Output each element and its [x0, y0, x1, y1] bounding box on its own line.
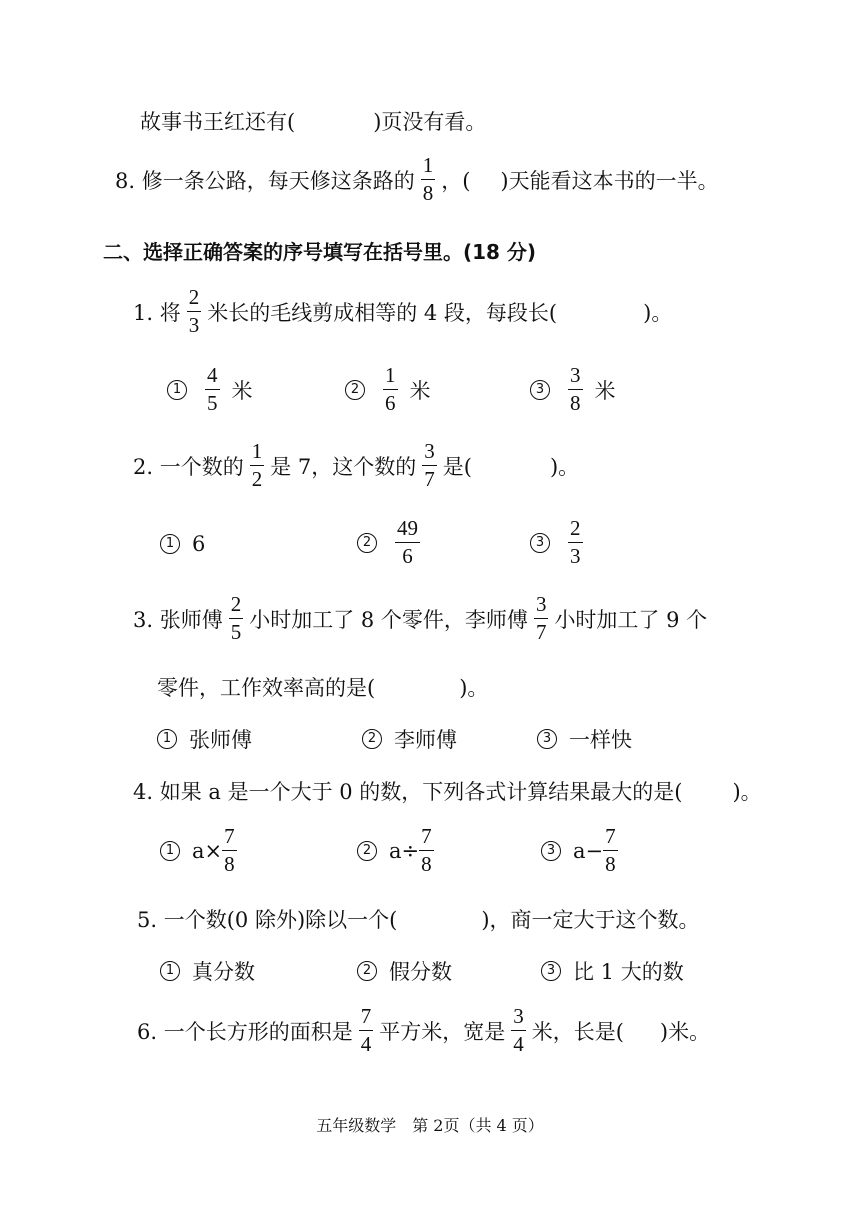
q6-text-c: 米，长是(	[531, 1019, 624, 1044]
option-marker: 3	[541, 841, 561, 861]
q3-option-2[interactable]	[362, 724, 457, 754]
option-marker: 2	[362, 729, 382, 749]
fraction	[534, 594, 549, 643]
denominator: 8	[421, 852, 432, 876]
numerator: 2	[187, 287, 202, 312]
option-text: 真分数	[192, 960, 255, 984]
fraction	[229, 594, 244, 643]
fraction	[603, 826, 618, 875]
denominator: 6	[385, 391, 396, 415]
fraction	[383, 365, 398, 414]
numerator: 49	[395, 518, 420, 543]
q2-text-d: )。	[549, 454, 580, 479]
option-marker: 1	[157, 729, 177, 749]
option-marker: 1	[160, 841, 180, 861]
q7-continuation	[140, 106, 486, 136]
question-5	[137, 904, 700, 934]
q2-option-2[interactable]	[357, 518, 426, 567]
denominator: 5	[230, 620, 242, 644]
fraction	[250, 441, 265, 490]
page-footer: 五年级数学 第 2页（共 4 页）	[316, 1116, 544, 1135]
fraction	[568, 518, 583, 567]
option-text: 假分数	[389, 960, 452, 984]
fraction	[421, 155, 436, 204]
q5-text-a: 5. 一个数(0 除外)除以一个(	[137, 908, 398, 932]
q4-option-3[interactable]	[541, 826, 624, 875]
q8-text-b: ，(	[441, 168, 471, 193]
question-4	[133, 776, 762, 806]
option-unit: 米	[594, 378, 616, 403]
option-marker: 2	[345, 380, 365, 400]
q3-text-a: 3. 张师傅	[133, 607, 223, 632]
q3-line2-text-b: )。	[459, 676, 489, 700]
denominator: 4	[513, 1032, 524, 1056]
denominator: 2	[251, 467, 263, 491]
option-marker: 1	[160, 534, 180, 554]
fraction	[568, 365, 583, 414]
question-6	[137, 1006, 710, 1055]
numerator: 1	[421, 155, 436, 180]
numerator: 7	[359, 1006, 374, 1031]
option-marker: 3	[541, 961, 561, 981]
fraction	[222, 826, 237, 875]
option-marker: 3	[530, 533, 550, 553]
q6-text-d: )米。	[659, 1019, 711, 1044]
q7-text-before: 故事书王红还有(	[140, 110, 296, 134]
numerator: 3	[511, 1006, 526, 1031]
option-text: 李师傅	[394, 728, 457, 752]
option-unit: 米	[409, 378, 431, 403]
option-marker: 3	[537, 729, 557, 749]
denominator: 7	[424, 467, 435, 491]
denominator: 5	[207, 391, 218, 415]
numerator: 1	[383, 365, 398, 390]
fraction	[359, 1006, 374, 1055]
q4-text-a: 4. 如果 a 是一个大于 0 的数，下列各式计算结果最大的是(	[133, 780, 683, 804]
numerator: 1	[250, 441, 265, 466]
q4-text-b: )。	[732, 780, 762, 804]
denominator: 8	[605, 852, 616, 876]
question-3	[133, 594, 707, 643]
fraction	[187, 287, 202, 336]
denominator: 6	[402, 544, 413, 568]
q3-line2-text-a: 零件，工作效率高的是(	[157, 676, 376, 700]
q3-option-1[interactable]	[157, 724, 252, 754]
q8-text-a: 8. 修一条公路，每天修这条路的	[115, 168, 415, 193]
denominator: 3	[188, 313, 200, 337]
question-8	[115, 155, 719, 204]
option-expression: a×	[192, 838, 223, 863]
q1-option-1[interactable]	[167, 365, 253, 414]
numerator: 7	[222, 826, 237, 851]
q5-text-b: )，商一定大于这个数。	[481, 908, 700, 932]
q1-text-b: 米长的毛线剪成相等的 4 段，每段长(	[207, 300, 558, 325]
q2-text-a: 2. 一个数的	[133, 454, 244, 479]
q4-option-2[interactable]	[357, 826, 440, 875]
numerator: 4	[205, 365, 220, 390]
q1-text-a: 1. 将	[133, 300, 181, 325]
option-text: 张师傅	[189, 728, 252, 752]
numerator: 7	[419, 826, 434, 851]
q3-option-3[interactable]	[537, 724, 632, 754]
option-marker: 2	[357, 961, 377, 981]
q2-option-1[interactable]	[160, 532, 205, 556]
denominator: 8	[224, 852, 235, 876]
numerator: 2	[568, 518, 583, 543]
option-text: 一样快	[569, 728, 632, 752]
fraction	[422, 441, 437, 490]
q1-option-3[interactable]	[530, 365, 616, 414]
option-marker: 1	[160, 961, 180, 981]
fraction	[395, 518, 420, 567]
option-marker: 2	[357, 841, 377, 861]
denominator: 7	[535, 620, 547, 644]
q5-option-3[interactable]	[541, 956, 684, 986]
q6-text-a: 6. 一个长方形的面积是	[137, 1019, 353, 1044]
denominator: 8	[422, 181, 434, 205]
option-marker: 2	[357, 533, 377, 553]
q3-text-c: 小时加工了 9 个	[554, 607, 708, 632]
q7-text-after: )页没有看。	[373, 110, 487, 134]
numerator: 3	[422, 441, 437, 466]
numerator: 2	[229, 594, 244, 619]
denominator: 3	[570, 544, 581, 568]
q2-text-b: 是 7，这个数的	[270, 454, 417, 479]
q6-text-b: 平方米，宽是	[379, 1019, 506, 1044]
option-unit: 米	[231, 378, 253, 403]
numerator: 3	[568, 365, 583, 390]
option-text: 比 1 大的数	[573, 960, 684, 984]
fraction	[511, 1006, 526, 1055]
q2-text-c: 是(	[442, 454, 472, 479]
denominator: 4	[360, 1032, 372, 1056]
numerator: 3	[534, 594, 549, 619]
option-expression: a÷	[389, 838, 420, 863]
q5-option-1[interactable]	[160, 956, 255, 986]
question-1	[133, 287, 672, 336]
question-2	[133, 441, 579, 490]
section-2-heading: 二、选择正确答案的序号填写在括号里。(18 分)	[103, 240, 537, 264]
question-3-line-2	[157, 672, 488, 702]
q2-option-3[interactable]	[530, 518, 589, 567]
option-expression: a−	[573, 838, 604, 863]
q3-text-b: 小时加工了 8 个零件，李师傅	[249, 607, 528, 632]
option-marker: 1	[167, 380, 187, 400]
q4-option-1[interactable]	[160, 826, 243, 875]
numerator: 7	[603, 826, 618, 851]
option-value: 6	[192, 532, 206, 556]
q8-text-c: )天能看这本书的一半。	[500, 168, 719, 193]
q1-text-c: )。	[643, 300, 673, 325]
denominator: 8	[570, 391, 581, 415]
q5-option-2[interactable]	[357, 956, 452, 986]
fraction	[205, 365, 220, 414]
q1-option-2[interactable]	[345, 365, 431, 414]
fraction	[419, 826, 434, 875]
option-marker: 3	[530, 380, 550, 400]
